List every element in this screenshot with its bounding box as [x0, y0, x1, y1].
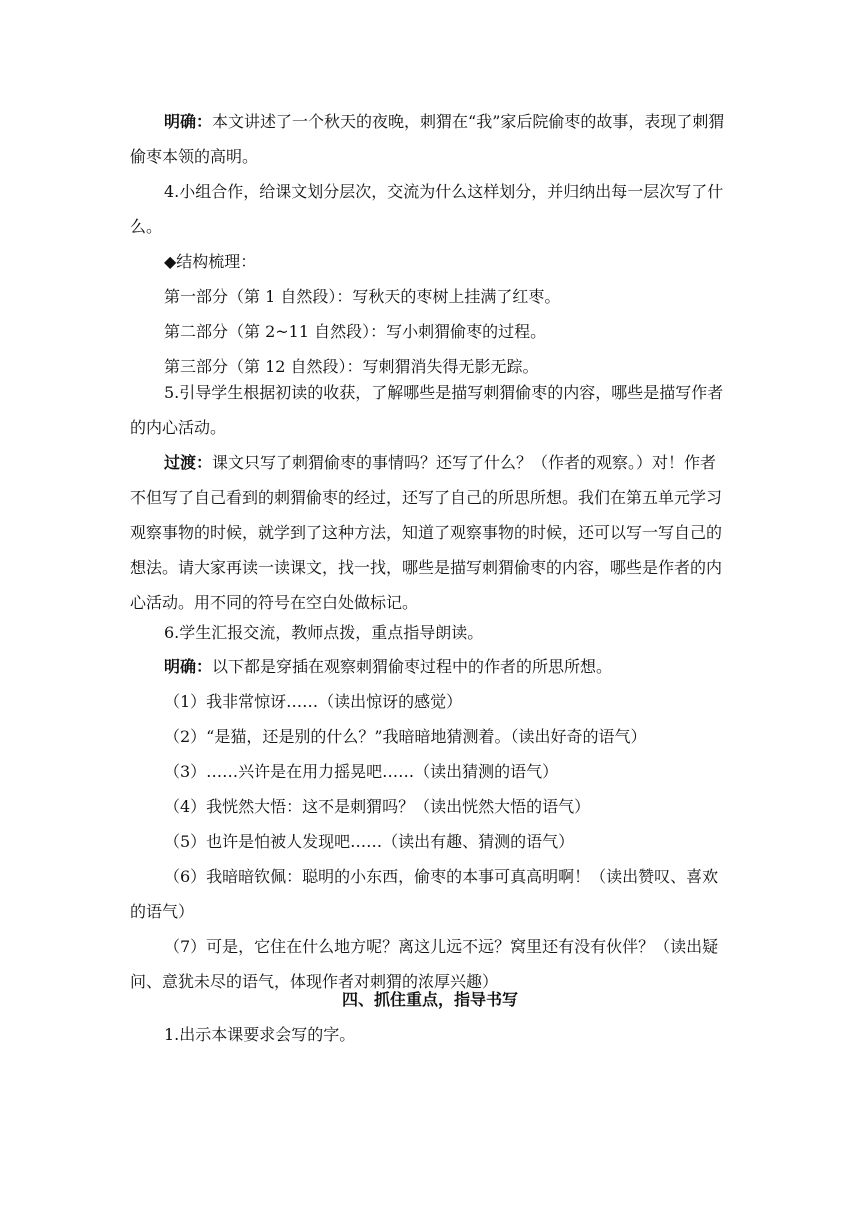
paragraph-lead: 明确：	[164, 112, 213, 131]
list-item-1: （1）我非常惊讶……（读出惊讶的感觉）	[164, 692, 463, 711]
list-item-4: （4）我恍然大悟：这不是刺猬吗？（读出恍然大悟的语气）	[164, 797, 591, 816]
paragraph-lead: 过渡：	[164, 453, 213, 472]
paragraph-text: 以下都是穿插在观察刺猬偷枣过程中的作者的所思所想。	[212, 657, 613, 676]
paragraph-conclusion-1	[130, 104, 730, 174]
list-item-7: （7）可是，它住在什么地方呢？离这儿远不远？窝里还有没有伙伴？（读出疑问、意犹未尽的语气，体现作者对刺猬的浓厚兴趣）	[130, 937, 719, 991]
list-item-2: （2）“是猫，还是别的什么？”我暗暗地猜测着。（读出好奇的语气）	[164, 727, 647, 746]
paragraph-structure-title: ◆结构梳理：	[164, 252, 257, 271]
paragraph-part-1: 第一部分（第 1 自然段）：写秋天的枣树上挂满了红枣。	[164, 287, 561, 306]
list-item-3: （3）……兴许是在用力摇晃吧……（读出猜测的语气）	[164, 762, 559, 781]
section-heading: 四、抓住重点，指导书写	[341, 990, 518, 1009]
paragraph-writing-1: 1.出示本课要求会写的字。	[164, 1025, 356, 1044]
paragraph-part-3: 第三部分（第 12 自然段）：写刺猬消失得无影无踪。	[164, 357, 539, 376]
paragraph-transition	[130, 445, 730, 620]
paragraph-part-2: 第二部分（第 2~11 自然段）：写小刺猬偷枣的过程。	[164, 322, 547, 341]
paragraph-text: 本文讲述了一个秋天的夜晚，刺猬在“我”家后院偷枣的故事，表现了刺猬偷枣本领的高明。	[130, 112, 725, 166]
paragraph-lead: 明确：	[164, 657, 213, 676]
list-item-6: （6）我暗暗钦佩：聪明的小东西，偷枣的本事可真高明啊！（读出赞叹、喜欢的语气）	[130, 867, 719, 921]
list-item-5: （5）也许是怕被人发现吧……（读出有趣、猜测的语气）	[164, 832, 575, 851]
paragraph-step-6: 6.学生汇报交流，教师点拨，重点指导朗读。	[164, 623, 484, 642]
paragraph-step-5: 5.引导学生根据初读的收获，了解哪些是描写刺猬偷枣的内容，哪些是描写作者的内心活动。	[130, 383, 724, 437]
paragraph-text: 课文只写了刺猬偷枣的事情吗？还写了什么？（作者的观察。）对！作者不但写了自己看到的刺猬偷枣的经过，还写了自己的所思所想。我们在第五单元学习观察事物的时候，就学到了这种方法，知道了观察事物的时候，还可以写一写自己的想法。请大家再读一读课文，找一找，哪些是描写刺猬偷枣的内容，哪些是作者的内心活动。用不同的符号在空白处做标记。	[130, 453, 723, 612]
paragraph-conclusion-2	[130, 649, 730, 684]
paragraph-step-4: 4.小组合作，给课文划分层次，交流为什么这样划分，并归纳出每一层次写了什么。	[130, 182, 724, 236]
